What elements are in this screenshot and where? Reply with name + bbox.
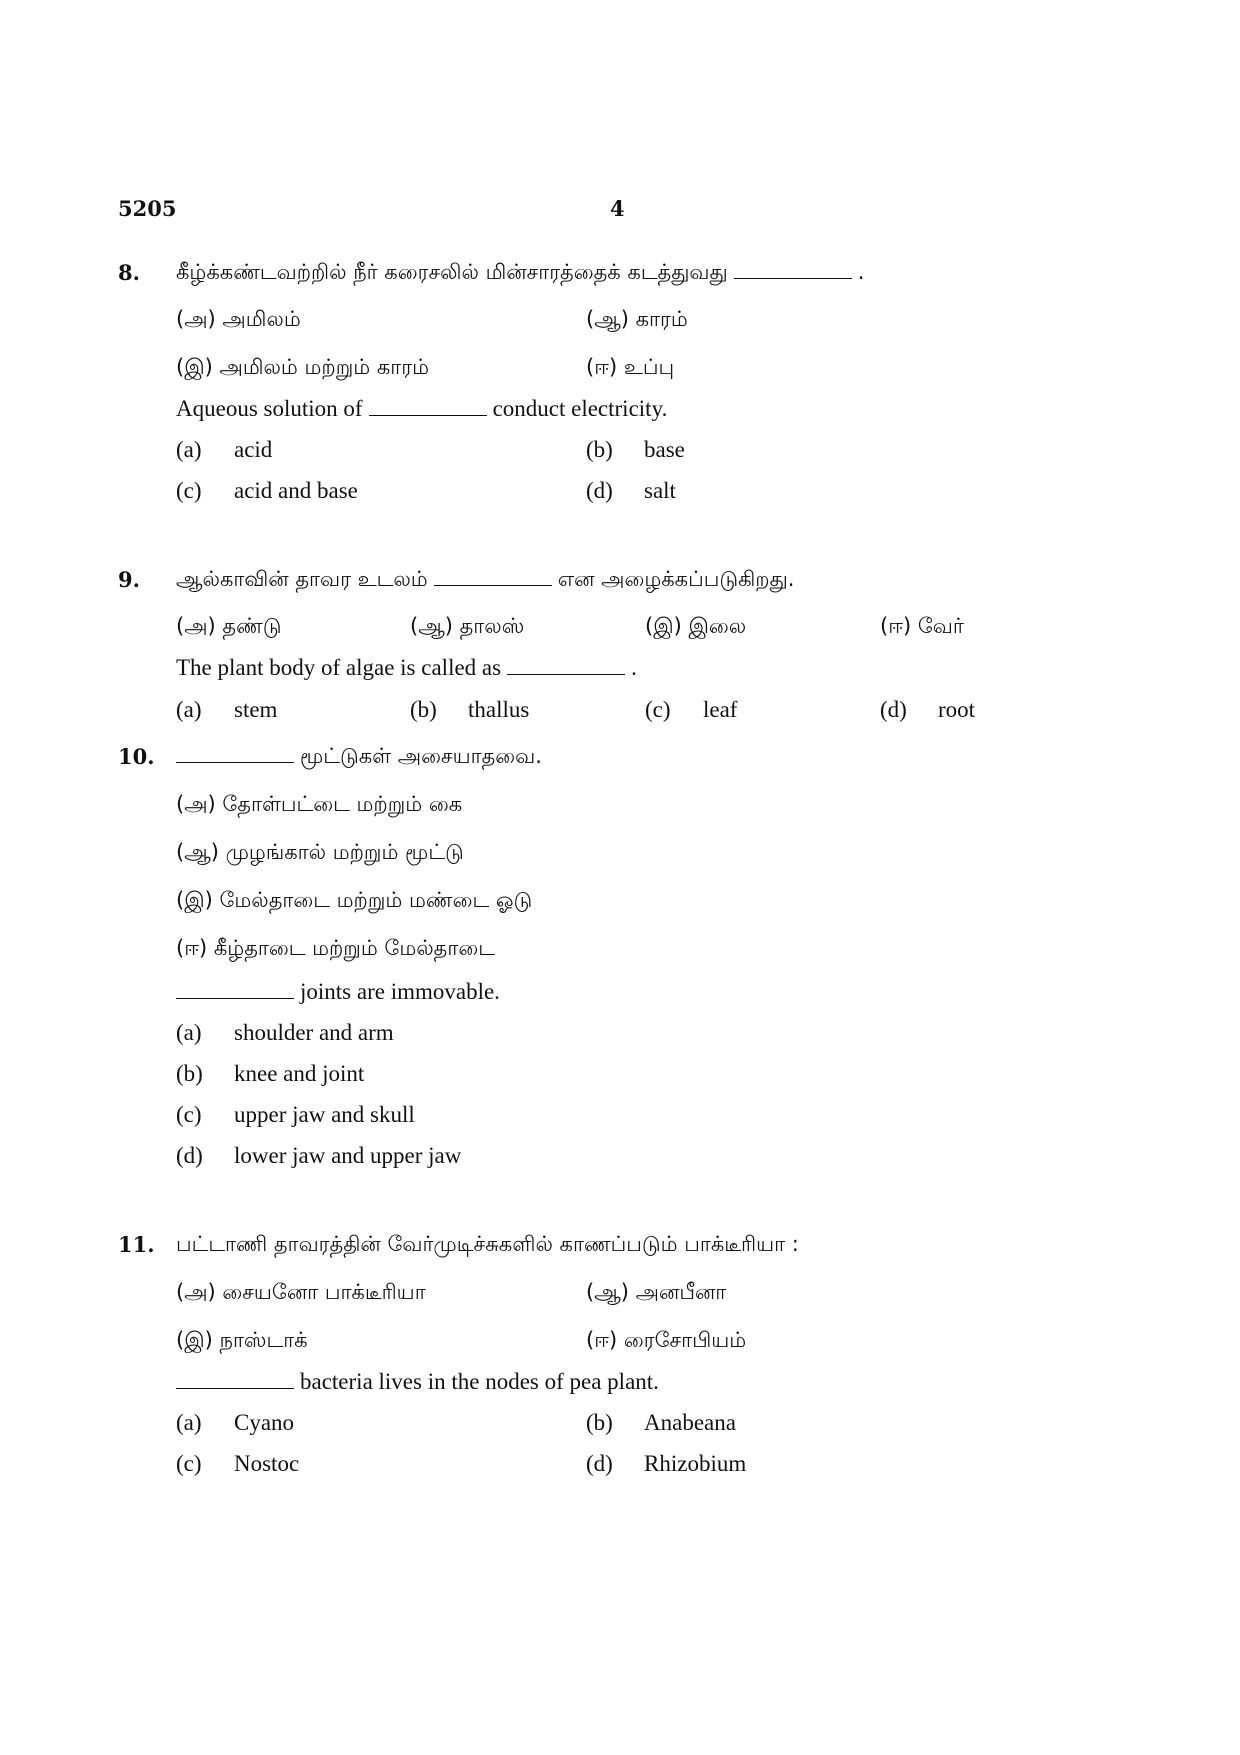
option-english: (d) lower jaw and upper jaw — [176, 1143, 462, 1168]
page-number: 4 — [610, 196, 625, 221]
option-english: (c) leaf — [645, 697, 738, 722]
answer-blank — [176, 997, 294, 999]
option-english: (a) stem — [176, 697, 278, 722]
option-tamil: (ஆ) காரம் — [586, 307, 688, 331]
option-english: (a) acid — [176, 437, 273, 462]
option-tamil: (ஈ) ரைசோபியம் — [586, 1328, 747, 1352]
answer-blank — [176, 1387, 294, 1389]
option-english: (d) Rhizobium — [586, 1451, 747, 1476]
answer-blank — [434, 584, 552, 586]
option-tamil: (ஆ) அனபீனா — [586, 1280, 727, 1304]
question-stem-english: bacteria lives in the nodes of pea plant. — [176, 1369, 659, 1395]
option-english: (a) shoulder and arm — [176, 1020, 394, 1045]
option-tamil: (அ) தோள்பட்டை மற்றும் கை — [176, 792, 463, 816]
option-english: (d) root — [880, 697, 976, 722]
answer-blank — [176, 761, 294, 763]
option-tamil: (ஈ) கீழ்தாடை மற்றும் மேல்தாடை — [176, 936, 495, 960]
option-tamil: (அ) அமிலம் — [176, 307, 301, 331]
question-stem-english: The plant body of algae is called as . — [176, 655, 637, 680]
question-stem-tamil: ஆல்காவின் தாவர உடலம் என அழைக்கப்படுகிறது. — [176, 567, 795, 591]
option-english: (d) salt — [586, 478, 676, 503]
option-english: (c) acid and base — [176, 478, 358, 503]
option-english: (c) upper jaw and skull — [176, 1102, 415, 1127]
option-english: (b) knee and joint — [176, 1061, 365, 1086]
exam-code: 5205 — [118, 196, 177, 221]
answer-blank — [369, 414, 487, 416]
option-tamil: (அ) சையனோ பாக்டீரியா — [176, 1280, 426, 1304]
question-stem-tamil: கீழ்க்கண்டவற்றில் நீர் கரைசலில் மின்சாரத்தைக் கடத்துவது . — [176, 260, 865, 284]
option-english: (b) thallus — [410, 697, 530, 722]
question-number: 8. — [118, 260, 140, 285]
question-number: 11. — [118, 1232, 155, 1257]
question-number: 9. — [118, 567, 140, 592]
option-tamil: (இ) நாஸ்டாக் — [176, 1328, 308, 1352]
option-tamil: (இ) அமிலம் மற்றும் காரம் — [176, 355, 429, 379]
option-tamil: (ஆ) தாலஸ் — [410, 614, 525, 638]
option-tamil: (இ) மேல்தாடை மற்றும் மண்டை ஓடு — [176, 888, 533, 912]
question-stem-english: Aqueous solution of conduct electricity. — [176, 396, 668, 421]
question-stem-tamil: மூட்டுகள் அசையாதவை. — [176, 744, 542, 771]
question-stem-tamil: பட்டாணி தாவரத்தின் வேர்முடிச்சுகளில் காணப்படும் பாக்டீரியா : — [176, 1232, 799, 1256]
question-stem-english: joints are immovable. — [176, 979, 500, 1005]
option-english: (a) Cyano — [176, 1410, 295, 1435]
option-tamil: (ஆ) முழங்கால் மற்றும் மூட்டு — [176, 840, 464, 864]
option-tamil: (ஈ) வேர் — [880, 614, 964, 638]
option-english: (c) Nostoc — [176, 1451, 300, 1476]
option-english: (b) base — [586, 437, 685, 462]
option-tamil: (இ) இலை — [645, 614, 747, 638]
option-english: (b) Anabeana — [586, 1410, 736, 1435]
question-number: 10. — [118, 744, 155, 769]
answer-blank — [734, 277, 852, 279]
option-tamil: (அ) தண்டு — [176, 614, 282, 638]
option-tamil: (ஈ) உப்பு — [586, 355, 675, 379]
answer-blank — [507, 673, 625, 675]
